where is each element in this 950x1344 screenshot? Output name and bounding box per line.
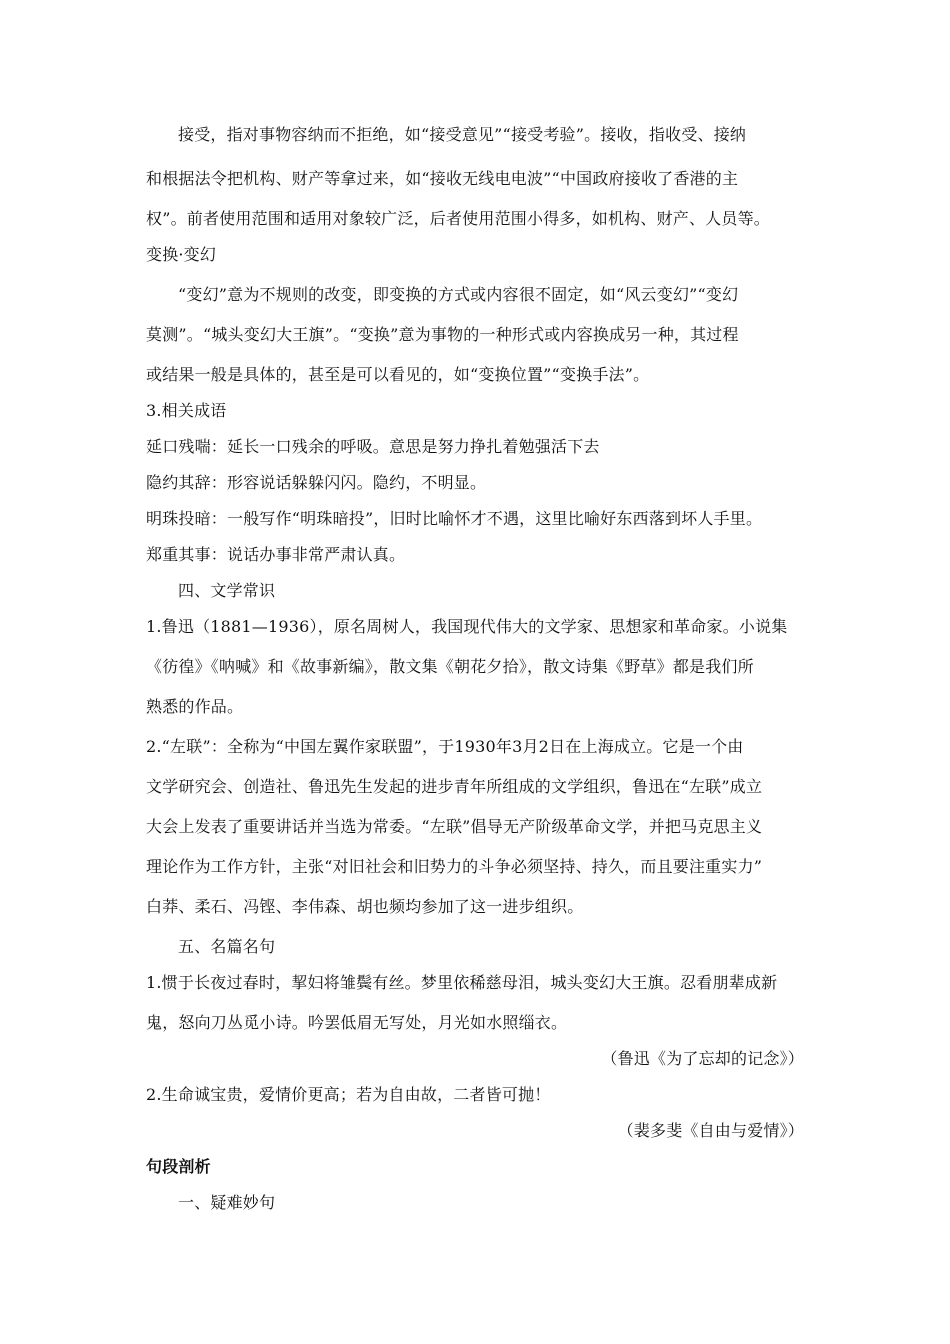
section-heading: 四、文学常识 bbox=[178, 581, 276, 600]
section-title: 句段剖析 bbox=[146, 1157, 211, 1176]
poem-line: 1.惯于长夜过春时，挈妇将雏鬓有丝。梦里依稀慈母泪，城头变幻大王旗。忍看朋辈成新 bbox=[146, 973, 778, 992]
paragraph-line: 权”。前者使用范围和适用对象较广泛，后者使用范围小得多，如机构、财产、人员等。 bbox=[146, 209, 770, 228]
idiom-line: 延口残喘：延长一口残余的呼吸。意思是努力挣扎着勉强活下去 bbox=[146, 437, 600, 456]
paragraph-line: 或结果一般是具体的，甚至是可以看见的，如“变换位置”“变换手法”。 bbox=[146, 365, 650, 384]
paragraph-line: 1.鲁迅（1881—1936），原名周树人，我国现代伟大的文学家、思想家和革命家。小说集 bbox=[146, 617, 788, 636]
paragraph-line: 莫测”。“城头变幻大王旗”。“变换”意为事物的一种形式或内容换成另一种，其过程 bbox=[146, 325, 739, 344]
idiom-line: 明珠投暗：一般写作“明珠暗投”，旧时比喻怀才不遇，这里比喻好东西落到坏人手里。 bbox=[146, 509, 763, 528]
paragraph-line: 2.“左联”：全称为“中国左翼作家联盟”，于1930年3月2日在上海成立。它是一个由 bbox=[146, 737, 744, 756]
paragraph-line: “变幻”意为不规则的改变，即变换的方式或内容很不固定，如“风云变幻”“变幻 bbox=[178, 285, 739, 304]
paragraph-line: 白莽、柔石、冯铿、李伟森、胡也频均参加了这一进步组织。 bbox=[146, 897, 584, 916]
poem-attribution: （裴多斐《自由与爱情》） bbox=[617, 1121, 804, 1140]
paragraph-line: 大会上发表了重要讲话并当选为常委。“左联”倡导无产阶级革命文学，并把马克思主义 bbox=[146, 817, 763, 836]
idiom-line: 郑重其事：说话办事非常严肃认真。 bbox=[146, 545, 406, 564]
paragraph-line: 熟悉的作品。 bbox=[146, 697, 244, 716]
paragraph-line: 《彷徨》《呐喊》和《故事新编》，散文集《朝花夕拾》，散文诗集《野草》都是我们所 bbox=[146, 657, 754, 676]
section-heading: 一、疑难妙句 bbox=[178, 1193, 276, 1212]
idiom-line: 隐约其辞：形容说话躲躲闪闪。隐约，不明显。 bbox=[146, 473, 487, 492]
poem-attribution: （鲁迅《为了忘却的记念》） bbox=[601, 1049, 804, 1068]
poem-line: 鬼，怒向刀丛觅小诗。吟罢低眉无写处，月光如水照缁衣。 bbox=[146, 1013, 568, 1032]
section-heading: 五、名篇名句 bbox=[178, 937, 276, 956]
paragraph-line: 和根据法令把机构、财产等拿过来，如“接收无线电电波”“中国政府接收了香港的主 bbox=[146, 169, 739, 188]
paragraph-line: 接受，指对事物容纳而不拒绝，如“接受意见”“接受考验”。接收，指收受、接纳 bbox=[178, 125, 747, 144]
poem-line: 2.生命诚宝贵，爱情价更高；若为自由故，二者皆可抛！ bbox=[146, 1085, 551, 1104]
section-heading: 3.相关成语 bbox=[146, 401, 227, 420]
paragraph-line: 理论作为工作方针，主张“对旧社会和旧势力的斗争必须坚持、持久，而且要注重实力” bbox=[146, 857, 763, 876]
section-heading: 变换·变幻 bbox=[146, 245, 217, 264]
paragraph-line: 文学研究会、创造社、鲁迅先生发起的进步青年所组成的文学组织，鲁迅在“左联”成立 bbox=[146, 777, 763, 796]
